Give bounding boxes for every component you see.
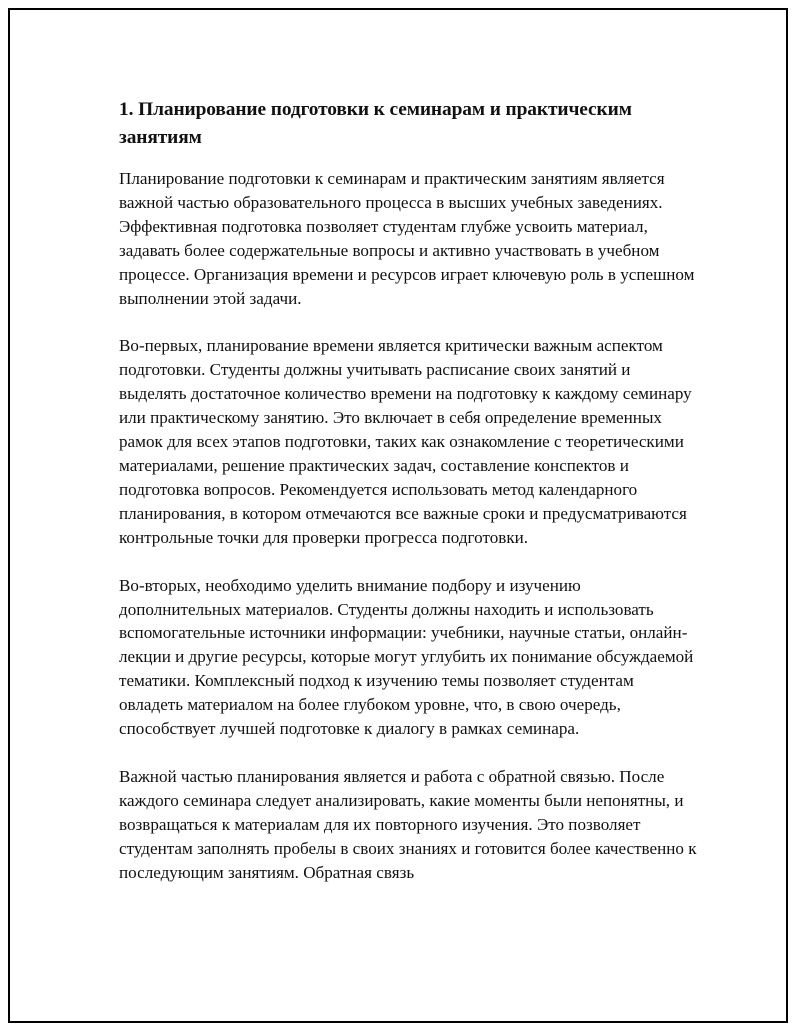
document-body [119,96,699,884]
paragraph-intro: Планирование подготовки к семинарам и практическим занятиям является важной частью образовательного процесса в высших учебных заведениях. Эффективная подготовка позволяет студентам глубже усвоить материал, задавать более содержательные вопросы и активно участвовать в учебном процессе. Организация времени и ресурсов играет ключевую роль в успешном выполнении этой задачи. [119,169,695,308]
page-frame [8,8,788,1023]
paragraph-feedback: Важной частью планирования является и работа с обратной связью. После каждого семинара следует анализировать, какие моменты были непонятны, и возвращаться к материалам для их повторного изучения. Это позволяет студентам заполнять пробелы в своих знаниях и готовится более качественно к последующим занятиям. Обратная связь [119,766,697,882]
paragraph-time-planning: Во-первых, планирование времени является критически важным аспектом подготовки. Студенты должны учитывать расписание своих занятий и выделять достаточное количество времени на подготовку к каждому семинару или практическому занятию. Это включает в себя определение временных рамок для всех этапов подготовки, таких как ознакомление с теоретическими материалами, решение практических задач, составление конспектов и подготовка вопросов. Рекомендуется использовать метод календарного планирования, в котором отмечаются все важные сроки и предусматриваются контрольные точки для проверки прогресса подготовки. [119,336,692,547]
title-spacer [119,152,699,167]
paragraph-materials: Во-вторых, необходимо уделить внимание подбору и изучению дополнительных материалов. Студенты должны находить и использовать вспомогательные источники информации: учебники, научные статьи, онлайн-лекции и другие ресурсы, которые могут углубить их понимание обсуждаемой тематики. Комплексный подход к изучению темы позволяет студентам овладеть материалом на более глубоком уровне, что, в свою очередь, способствует лучшей подготовке к диалогу в рамках семинара. [119,575,694,739]
paragraph-spacer [119,550,699,574]
paragraph-spacer [119,310,699,334]
paragraph-spacer [119,741,699,765]
section-title: 1. Планирование подготовки к семинарам и практическим занятиям [119,99,632,148]
